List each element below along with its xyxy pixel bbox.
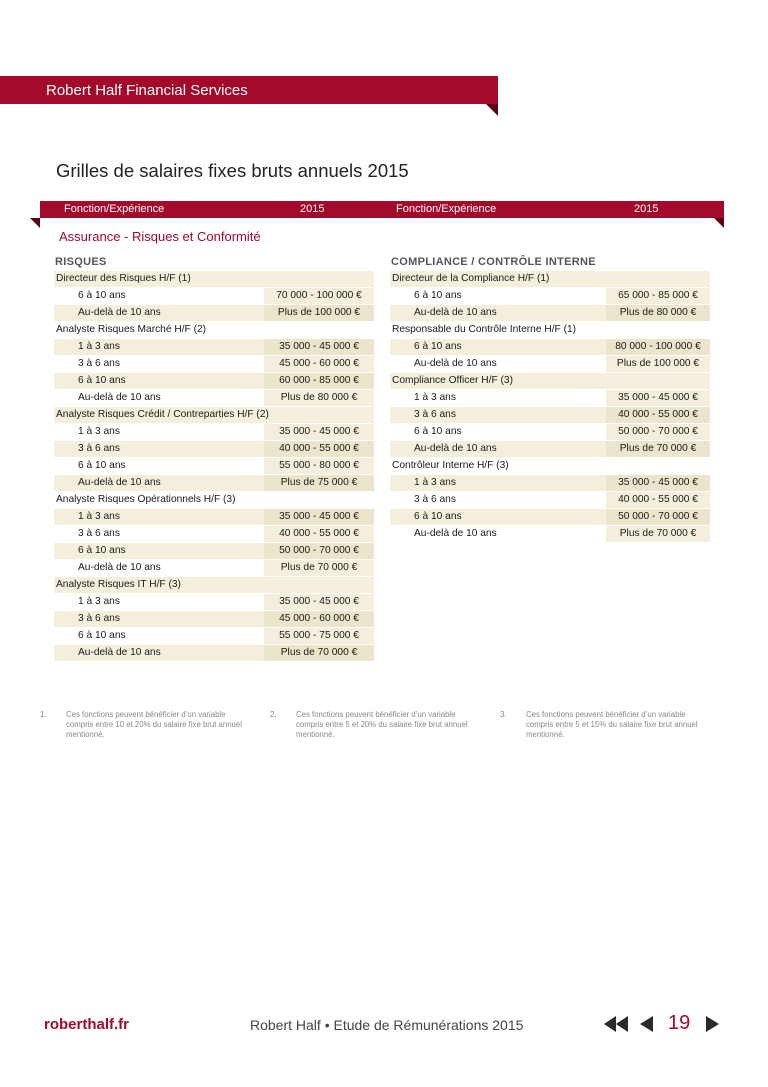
salary-row	[390, 390, 710, 406]
category-row	[54, 322, 374, 338]
experience-label: 1 à 3 ans	[414, 392, 456, 403]
salary-value: 70 000 - 100 000 €	[264, 288, 374, 304]
salary-row	[390, 509, 710, 525]
category-label: Directeur des Risques H/F (1)	[56, 273, 191, 284]
experience-label: Au-delà de 10 ans	[414, 443, 497, 454]
salary-value: 50 000 - 70 000 €	[606, 509, 710, 525]
header-band-tab	[486, 104, 498, 116]
footnote-3	[500, 710, 706, 740]
experience-label: 3 à 6 ans	[78, 443, 120, 454]
salary-value: 45 000 - 60 000 €	[264, 356, 374, 372]
salary-value: 65 000 - 85 000 €	[606, 288, 710, 304]
compliance-rows	[390, 271, 710, 542]
experience-label: Au-delà de 10 ans	[78, 307, 161, 318]
salary-row	[54, 288, 374, 304]
experience-label: 6 à 10 ans	[78, 545, 126, 556]
table-header	[40, 201, 724, 218]
salary-row	[54, 509, 374, 525]
salary-row	[390, 526, 710, 542]
salary-value: Plus de 100 000 €	[264, 305, 374, 321]
salary-row	[54, 305, 374, 321]
salary-row	[390, 441, 710, 457]
experience-label: Au-delà de 10 ans	[78, 392, 161, 403]
category-label: Responsable du Contrôle Interne H/F (1)	[392, 324, 577, 335]
experience-label: Au-delà de 10 ans	[78, 562, 161, 573]
salary-row	[54, 560, 374, 576]
experience-label: 1 à 3 ans	[78, 426, 120, 437]
category-row	[390, 373, 710, 389]
salary-value: 35 000 - 45 000 €	[264, 594, 374, 610]
footnote-1-text: Ces fonctions peuvent bénéficier d’un variable compris entre 10 et 20% du salaire fixe brut annuel mentionné.	[66, 710, 242, 739]
experience-label: 6 à 10 ans	[414, 426, 462, 437]
category-row	[54, 271, 374, 287]
salary-value: 35 000 - 45 000 €	[606, 390, 710, 406]
footer-url[interactable]: roberthalf.fr	[44, 1016, 130, 1033]
compliance-column	[390, 253, 710, 543]
experience-label: Au-delà de 10 ans	[414, 528, 497, 539]
category-row	[390, 322, 710, 338]
salary-value: 40 000 - 55 000 €	[606, 492, 710, 508]
salary-row	[54, 628, 374, 644]
section-title: Assurance - Risques et Conformité	[59, 229, 261, 244]
category-label: Directeur de la Compliance H/F (1)	[392, 273, 550, 284]
category-row	[54, 577, 374, 593]
page-number: 19	[668, 1012, 691, 1034]
experience-label: 3 à 6 ans	[414, 409, 456, 420]
salary-value: Plus de 70 000 €	[264, 560, 374, 576]
table-header-col2: 2015	[300, 203, 325, 215]
salary-row	[54, 526, 374, 542]
experience-label: 1 à 3 ans	[414, 477, 456, 488]
salary-row	[54, 645, 374, 661]
salary-row	[390, 407, 710, 423]
salary-row	[54, 594, 374, 610]
salary-value: 40 000 - 55 000 €	[606, 407, 710, 423]
salary-row	[54, 356, 374, 372]
table-header-notch-right	[714, 218, 724, 228]
first-page-icon[interactable]	[604, 1016, 630, 1032]
experience-label: 6 à 10 ans	[78, 375, 126, 386]
salary-row	[54, 424, 374, 440]
salary-row	[390, 475, 710, 491]
salary-value: Plus de 75 000 €	[264, 475, 374, 491]
footnote-2-text: Ces fonctions peuvent bénéficier d’un variable compris entre 5 et 20% du salaire fixe brut annuel mentionné.	[296, 710, 468, 739]
salary-row	[54, 543, 374, 559]
experience-label: Au-delà de 10 ans	[414, 358, 497, 369]
salary-row	[390, 305, 710, 321]
experience-label: Au-delà de 10 ans	[78, 647, 161, 658]
salary-value: Plus de 80 000 €	[606, 305, 710, 321]
salary-row	[390, 356, 710, 372]
next-page-icon[interactable]	[706, 1016, 720, 1032]
salary-value: 60 000 - 85 000 €	[264, 373, 374, 389]
salary-row	[54, 475, 374, 491]
salary-value: 35 000 - 45 000 €	[606, 475, 710, 491]
risques-rows	[54, 271, 374, 661]
experience-label: 3 à 6 ans	[78, 613, 120, 624]
salary-value: Plus de 70 000 €	[606, 526, 710, 542]
table-header-notch-left	[30, 218, 40, 228]
salary-value: 35 000 - 45 000 €	[264, 424, 374, 440]
category-row	[390, 458, 710, 474]
salary-row	[390, 288, 710, 304]
salary-row	[390, 424, 710, 440]
salary-value: 40 000 - 55 000 €	[264, 526, 374, 542]
experience-label: 3 à 6 ans	[414, 494, 456, 505]
header-band-label: Robert Half Financial Services	[46, 82, 248, 99]
salary-value: Plus de 70 000 €	[264, 645, 374, 661]
experience-label: 6 à 10 ans	[414, 290, 462, 301]
category-label: Analyste Risques IT H/F (3)	[56, 579, 181, 590]
experience-label: Au-delà de 10 ans	[414, 307, 497, 318]
salary-row	[54, 611, 374, 627]
experience-label: 3 à 6 ans	[78, 528, 120, 539]
previous-page-icon[interactable]	[640, 1016, 654, 1032]
risques-heading: RISQUES	[55, 256, 107, 268]
salary-value: 35 000 - 45 000 €	[264, 339, 374, 355]
compliance-heading: COMPLIANCE / CONTRÔLE INTERNE	[391, 256, 596, 268]
experience-label: 1 à 3 ans	[78, 511, 120, 522]
salary-row	[390, 492, 710, 508]
salary-value: 55 000 - 80 000 €	[264, 458, 374, 474]
category-row	[54, 407, 374, 423]
salary-row	[390, 339, 710, 355]
experience-label: 6 à 10 ans	[414, 341, 462, 352]
salary-row	[54, 390, 374, 406]
salary-value: 50 000 - 70 000 €	[264, 543, 374, 559]
footnote-2-number: 2.	[270, 710, 277, 719]
risques-column	[54, 253, 374, 662]
salary-value: 80 000 - 100 000 €	[606, 339, 710, 355]
category-row	[54, 492, 374, 508]
salary-value: Plus de 70 000 €	[606, 441, 710, 457]
salary-value: 35 000 - 45 000 €	[264, 509, 374, 525]
table-header-col3: Fonction/Expérience	[396, 203, 497, 215]
footer-text: Robert Half • Etude de Rémunérations 2015	[250, 1017, 524, 1033]
table-header-col1: Fonction/Expérience	[64, 203, 165, 215]
experience-label: 6 à 10 ans	[78, 290, 126, 301]
footnote-1-number: 1.	[40, 710, 47, 719]
salary-row	[54, 441, 374, 457]
table-header-col4: 2015	[634, 203, 659, 215]
footnote-3-text: Ces fonctions peuvent bénéficier d’un variable compris entre 5 et 15% du salaire fixe brut annuel mentionné.	[526, 710, 698, 739]
category-label: Compliance Officer H/F (3)	[392, 375, 513, 386]
salary-row	[54, 339, 374, 355]
page-title: Grilles de salaires fixes bruts annuels 2015	[56, 160, 409, 181]
experience-label: Au-delà de 10 ans	[78, 477, 161, 488]
category-label: Analyste Risques Opérationnels H/F (3)	[56, 494, 236, 505]
experience-label: 6 à 10 ans	[78, 630, 126, 641]
category-label: Analyste Risques Crédit / Contreparties H/F (2)	[56, 409, 269, 420]
experience-label: 1 à 3 ans	[78, 596, 120, 607]
salary-value: 40 000 - 55 000 €	[264, 441, 374, 457]
salary-value: 55 000 - 75 000 €	[264, 628, 374, 644]
salary-value: Plus de 80 000 €	[264, 390, 374, 406]
experience-label: 1 à 3 ans	[78, 341, 120, 352]
salary-row	[54, 458, 374, 474]
experience-label: 6 à 10 ans	[414, 511, 462, 522]
category-row	[390, 271, 710, 287]
salary-value: 50 000 - 70 000 €	[606, 424, 710, 440]
category-label: Analyste Risques Marché H/F (2)	[56, 324, 207, 335]
salary-row	[54, 373, 374, 389]
footnote-2	[270, 710, 476, 740]
category-label: Contrôleur Interne H/F (3)	[392, 460, 509, 471]
footnote-1	[40, 710, 246, 740]
experience-label: 3 à 6 ans	[78, 358, 120, 369]
footnote-3-number: 3.	[500, 710, 507, 719]
salary-value: 45 000 - 60 000 €	[264, 611, 374, 627]
experience-label: 6 à 10 ans	[78, 460, 126, 471]
salary-value: Plus de 100 000 €	[606, 356, 710, 372]
